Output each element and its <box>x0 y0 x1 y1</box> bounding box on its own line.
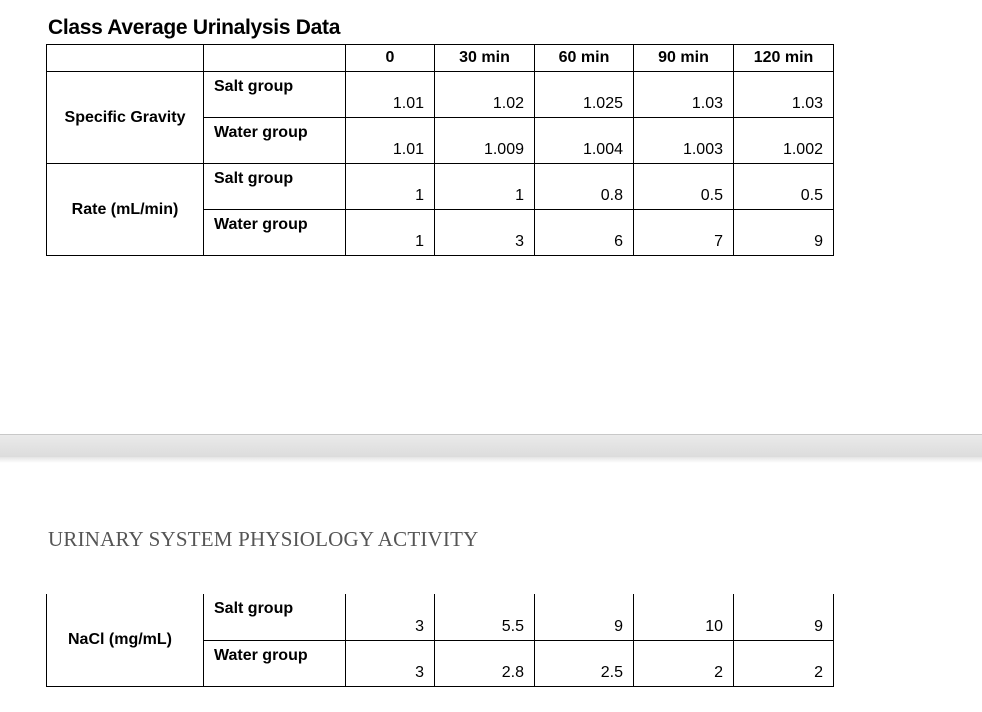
header-empty-cell <box>204 45 346 72</box>
table-cell: 10 <box>634 594 734 640</box>
row-group-label: Water group <box>204 640 346 686</box>
table-cell: 6 <box>535 210 634 256</box>
row-group-label: Salt group <box>204 72 346 118</box>
section-title: URINARY SYSTEM PHYSIOLOGY ACTIVITY <box>48 527 479 551</box>
table-cell: 0.8 <box>535 164 634 210</box>
table-row <box>47 72 834 118</box>
table-cell: 2 <box>734 640 834 686</box>
column-header: 60 min <box>535 45 634 72</box>
nacl-table <box>46 594 834 687</box>
row-category-label: Specific Gravity <box>47 72 204 164</box>
table-cell: 2.5 <box>535 640 634 686</box>
document-title: Class Average Urinalysis Data <box>48 16 341 39</box>
table-cell: 7 <box>634 210 734 256</box>
page-break-divider <box>0 434 982 458</box>
row-category-label: NaCl (mg/mL) <box>47 594 204 686</box>
table-cell: 3 <box>346 640 435 686</box>
table-cell: 1.002 <box>734 118 834 164</box>
table-cell: 1 <box>435 164 535 210</box>
row-category-label: Rate (mL/min) <box>47 164 204 256</box>
row-group-label: Salt group <box>204 164 346 210</box>
table-cell: 1.02 <box>435 72 535 118</box>
table-cell: 2 <box>634 640 734 686</box>
table-cell: 2.8 <box>435 640 535 686</box>
row-group-label: Water group <box>204 118 346 164</box>
table-cell: 1.01 <box>346 72 435 118</box>
table-cell: 1 <box>346 164 435 210</box>
table-cell: 0.5 <box>734 164 834 210</box>
column-header: 90 min <box>634 45 734 72</box>
header-empty-cell <box>47 45 204 72</box>
table-header-row <box>47 45 834 72</box>
table-cell: 1.003 <box>634 118 734 164</box>
table-cell: 1.01 <box>346 118 435 164</box>
urinalysis-table <box>46 44 834 256</box>
table-row <box>47 594 834 640</box>
table-cell: 1.03 <box>634 72 734 118</box>
row-group-label: Water group <box>204 210 346 256</box>
column-header: 30 min <box>435 45 535 72</box>
table-row <box>47 164 834 210</box>
table-cell: 9 <box>734 210 834 256</box>
table-cell: 9 <box>734 594 834 640</box>
column-header: 0 <box>346 45 435 72</box>
table-cell: 1.025 <box>535 72 634 118</box>
table-cell: 1 <box>346 210 435 256</box>
row-group-label: Salt group <box>204 594 346 640</box>
table-cell: 5.5 <box>435 594 535 640</box>
table-cell: 3 <box>346 594 435 640</box>
table-cell: 1.004 <box>535 118 634 164</box>
column-header: 120 min <box>734 45 834 72</box>
table-cell: 3 <box>435 210 535 256</box>
table-cell: 1.03 <box>734 72 834 118</box>
table-cell: 1.009 <box>435 118 535 164</box>
table-cell: 9 <box>535 594 634 640</box>
table-cell: 0.5 <box>634 164 734 210</box>
